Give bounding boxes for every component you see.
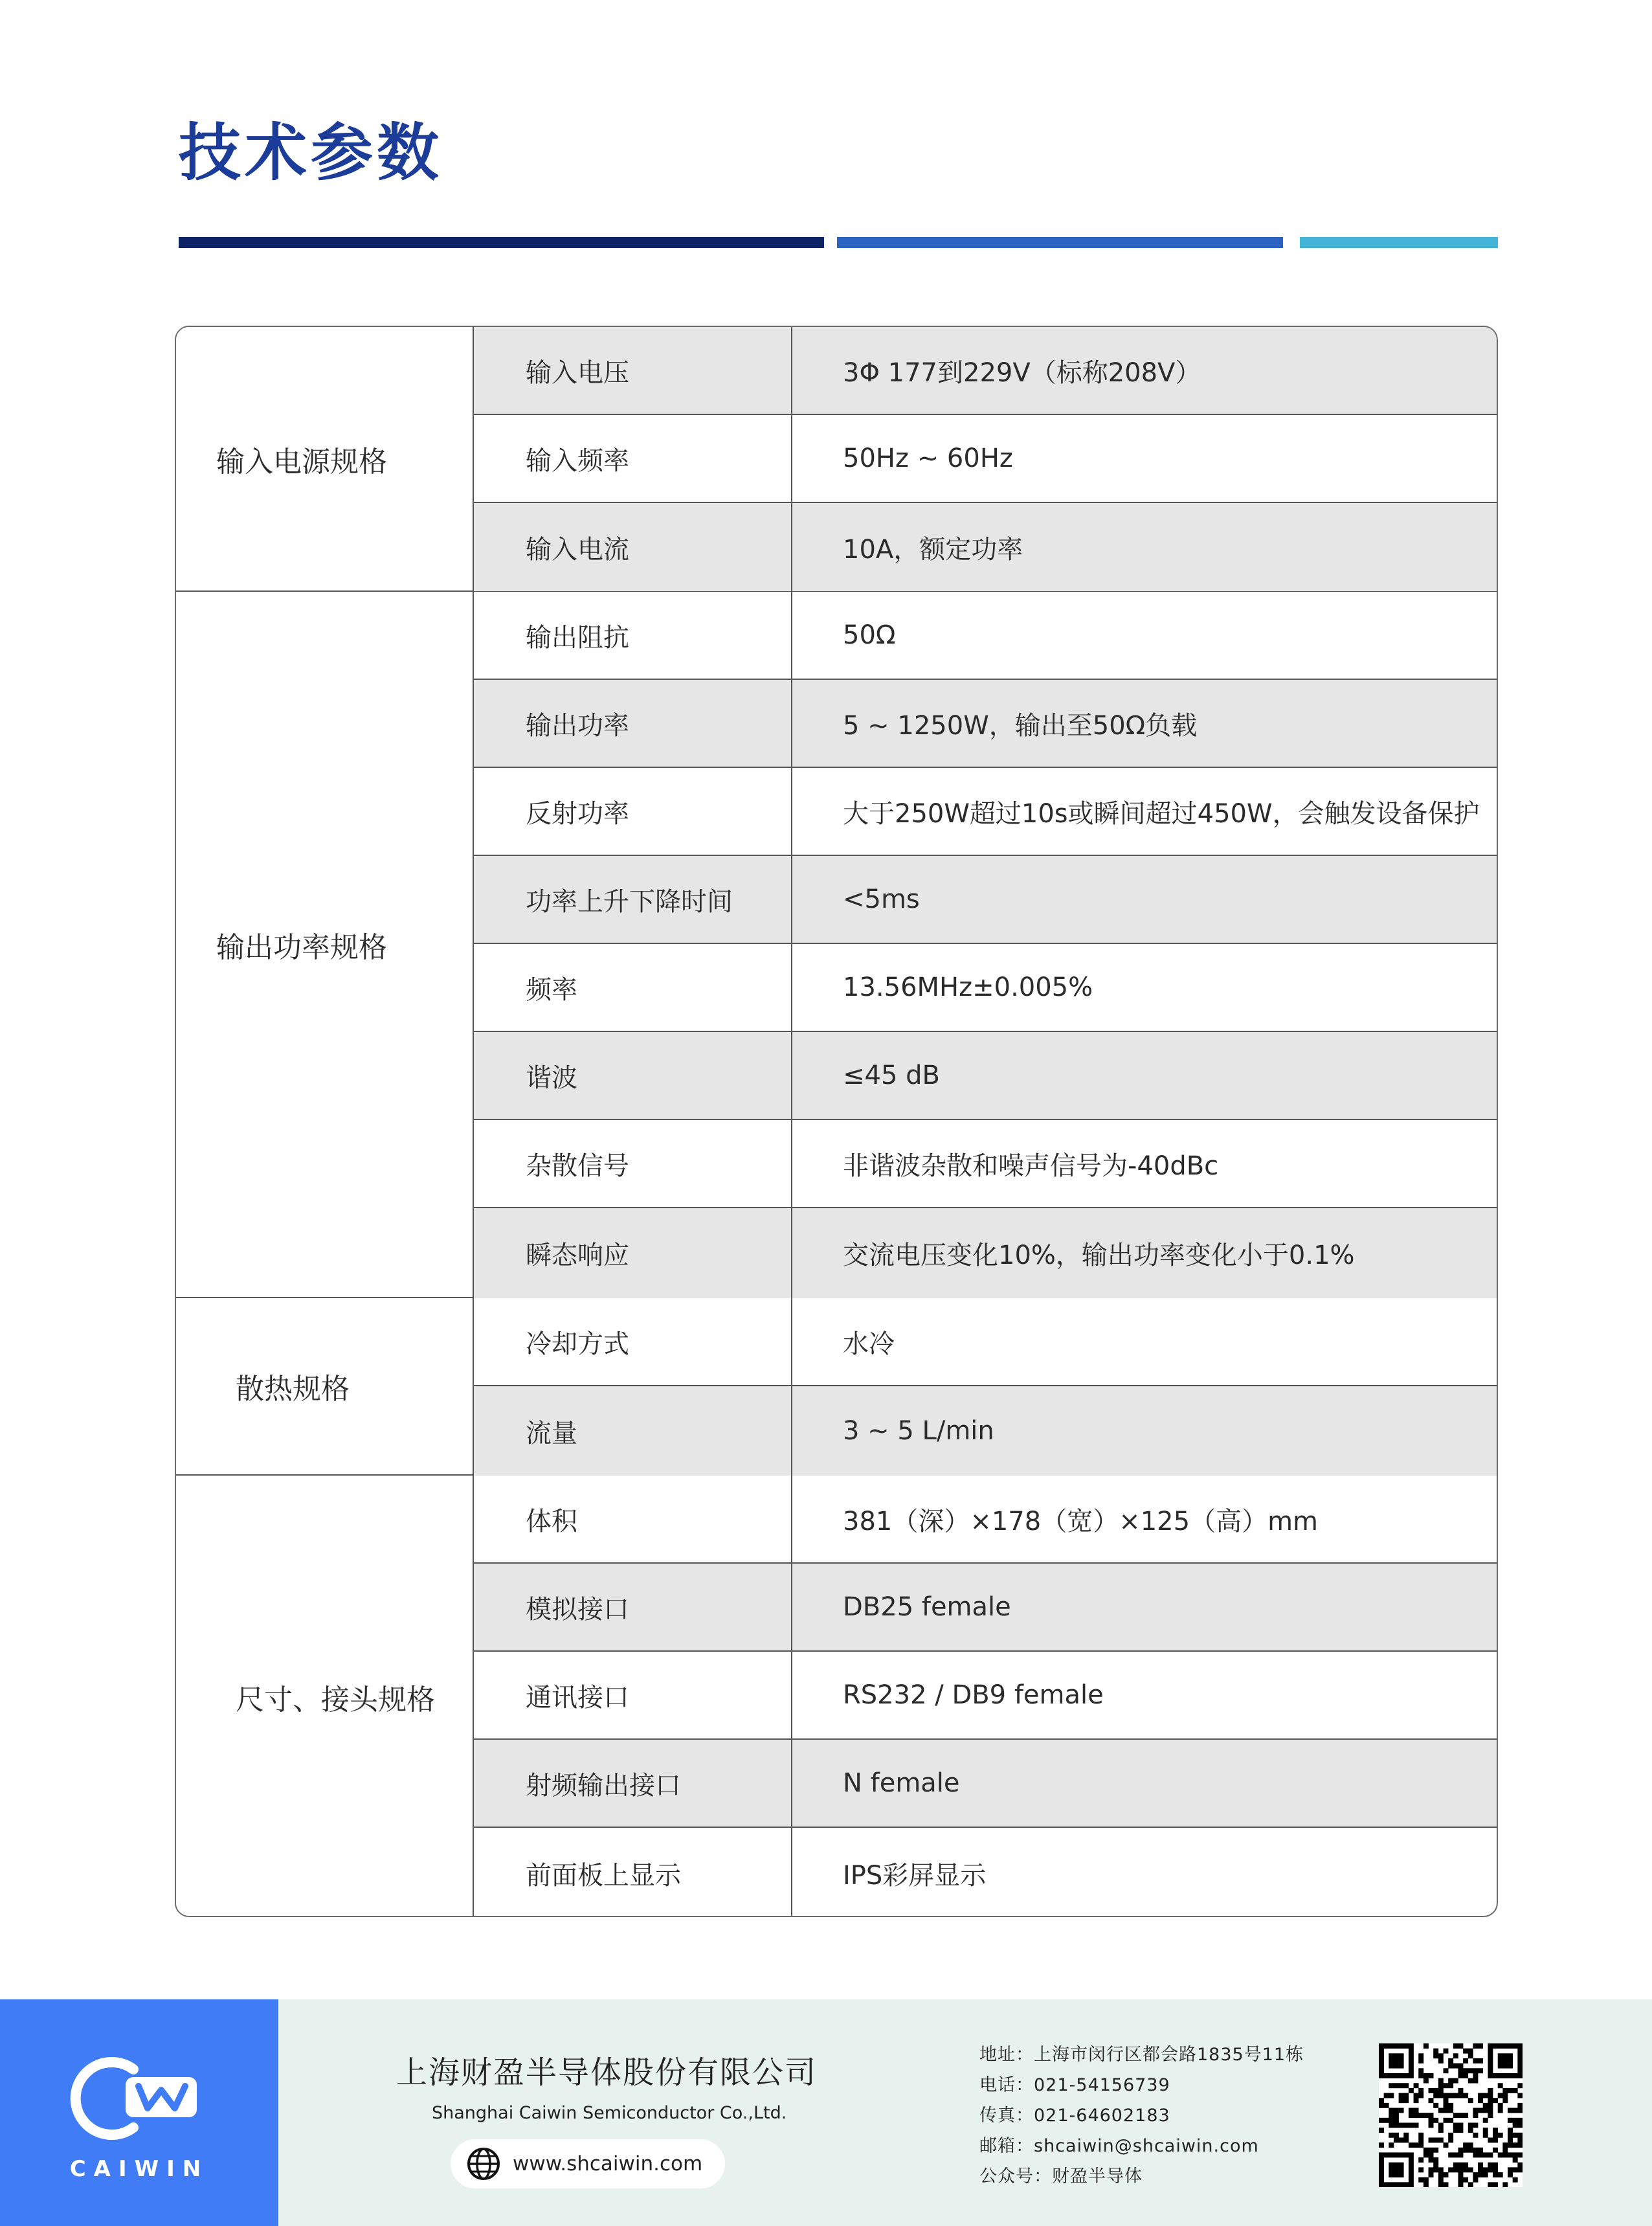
table-row	[474, 503, 1497, 591]
param-value: ≤45 dB	[843, 1061, 940, 1090]
table-row	[474, 592, 1497, 680]
contact-address: 地址：上海市闵行区都会路1835号11栋	[979, 2045, 1304, 2065]
website-url: www.shcaiwin.com	[513, 2152, 703, 2175]
table-row	[474, 1298, 1497, 1386]
param-value: 10A，额定功率	[843, 534, 1023, 565]
param-value: 50Hz ~ 60Hz	[843, 444, 1013, 473]
param-value: 交流电压变化10%，输出功率变化小于0.1%	[843, 1241, 1355, 1270]
table-row	[474, 1120, 1497, 1208]
group-label: 输出功率规格	[176, 592, 474, 1297]
table-row	[474, 856, 1497, 944]
spec-group-dimensions	[176, 1476, 1497, 1917]
param-value: <5ms	[843, 884, 920, 914]
group-label: 尺寸、接头规格	[176, 1476, 474, 1917]
contact-info	[979, 2040, 1304, 2192]
param-value: 大于250W超过10s或瞬间超过450W，会触发设备保护	[843, 798, 1480, 829]
page-title: 技术参数	[179, 117, 443, 189]
table-row	[474, 944, 1497, 1032]
table-row	[474, 680, 1497, 768]
company-name-en: Shanghai Caiwin Semiconductor Co.,Ltd.	[432, 2103, 787, 2123]
param-value: RS232 / DB9 female	[843, 1680, 1104, 1710]
globe-icon	[466, 2146, 501, 2181]
param-name: 冷却方式	[474, 1298, 792, 1385]
param-name: 模拟接口	[474, 1564, 792, 1650]
table-row	[474, 768, 1497, 856]
param-value: 非谐波杂散和噪声信号为-40dBc	[843, 1151, 1219, 1181]
qr-code-icon	[1379, 2043, 1523, 2187]
param-name: 反射功率	[474, 768, 792, 855]
param-name: 杂散信号	[474, 1120, 792, 1207]
param-value: 13.56MHz±0.005%	[843, 972, 1093, 1002]
param-name: 体积	[474, 1476, 792, 1562]
footer	[0, 1999, 1652, 2226]
spec-group-cooling	[176, 1298, 1497, 1476]
header-bar-mid	[837, 237, 1283, 248]
table-row	[474, 327, 1497, 415]
contact-fax: 传真：021-64602183	[979, 2106, 1170, 2126]
param-name: 输入电压	[474, 327, 792, 414]
param-value: 水冷	[843, 1329, 895, 1359]
spec-group-input-power	[176, 327, 1497, 592]
param-name: 频率	[474, 944, 792, 1031]
param-value: 5 ~ 1250W，输出至50Ω负载	[843, 710, 1198, 741]
param-value: 50Ω	[843, 620, 896, 650]
group-label: 散热规格	[176, 1298, 474, 1474]
param-name: 前面板上显示	[474, 1828, 792, 1917]
param-name: 输入电流	[474, 503, 792, 591]
contact-phone: 电话：021-54156739	[979, 2075, 1170, 2095]
param-name: 输出阻抗	[474, 592, 792, 679]
param-value: 3 ~ 5 L/min	[843, 1416, 994, 1446]
param-value: IPS彩屏显示	[843, 1860, 987, 1891]
logo-block	[0, 1999, 278, 2226]
header-bar-light	[1300, 237, 1498, 248]
param-name: 流量	[474, 1386, 792, 1476]
table-row	[474, 1740, 1497, 1828]
param-value: 3Φ 177到229V（标称208V）	[843, 357, 1201, 388]
table-row	[474, 1652, 1497, 1740]
param-name: 输出功率	[474, 680, 792, 767]
caiwin-logo-icon	[70, 2051, 206, 2142]
table-row	[474, 1386, 1497, 1476]
website-link[interactable]	[451, 2139, 725, 2188]
param-name: 输入频率	[474, 415, 792, 502]
param-name: 射频输出接口	[474, 1740, 792, 1827]
spec-table	[175, 326, 1498, 1917]
table-row	[474, 1476, 1497, 1564]
table-row	[474, 1828, 1497, 1917]
logo-text: CAIWIN	[69, 2156, 209, 2182]
table-row	[474, 1032, 1497, 1120]
param-value: 381（深）×178（宽）×125（高）mm	[843, 1506, 1319, 1536]
group-label: 输入电源规格	[176, 327, 474, 590]
table-row	[474, 415, 1497, 503]
param-value: DB25 female	[843, 1592, 1011, 1622]
param-name: 通讯接口	[474, 1652, 792, 1738]
param-name: 功率上升下降时间	[474, 856, 792, 943]
param-name: 瞬态响应	[474, 1208, 792, 1298]
header-bar-dark	[179, 237, 824, 248]
param-name: 谐波	[474, 1032, 792, 1119]
contact-wechat: 公众号：财盈半导体	[979, 2166, 1143, 2187]
param-value: N female	[843, 1768, 960, 1798]
contact-email: 邮箱：shcaiwin@shcaiwin.com	[979, 2136, 1259, 2156]
spec-group-output-power	[176, 592, 1497, 1298]
table-row	[474, 1208, 1497, 1298]
table-row	[474, 1564, 1497, 1652]
company-name-cn: 上海财盈半导体股份有限公司	[396, 2054, 818, 2091]
